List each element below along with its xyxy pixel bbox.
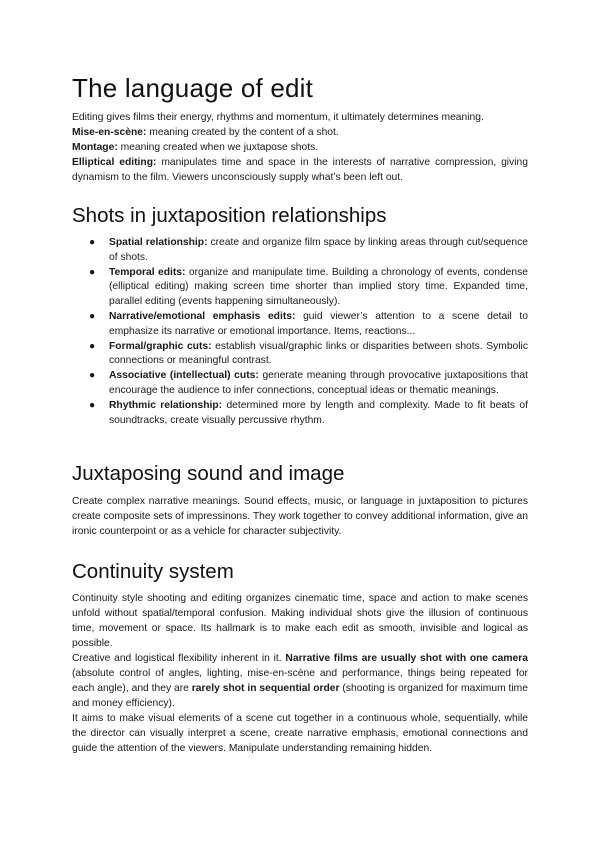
sound-heading: Juxtaposing sound and image — [72, 462, 345, 485]
item-text: create and organize film space by linking areas through cut/sequence of shots. — [109, 237, 528, 263]
intro-line: Editing gives films their energy, rhythms and momentum, it ultimately determines meaning. — [72, 112, 484, 123]
continuity-paragraph-1: Continuity style shooting and editing organizes cinematic time, space and action to make scenes unfold without spatial/temporal confusion. Making individual shots give the illusion of continuous time, movement or space. Its hallmark is to make each edit as smooth, invisible and logical as possible. — [72, 593, 528, 649]
bullet-icon: ● — [89, 266, 96, 278]
item-text: determined more by length and complexity. Made to fit beats of soundtracks, create visually percussive rhythm. — [109, 399, 529, 426]
juxtaposition-list — [72, 236, 528, 428]
p2-bold-one-camera: Narrative films are usually shot with one camera — [285, 653, 528, 664]
list-item — [72, 310, 528, 340]
p2-text-c: (absolute control of angles, lighting, mise-en-scène and performance, things being repeated for each angle), and they are — [72, 668, 528, 694]
continuity-heading: Continuity system — [72, 560, 234, 583]
list-item — [72, 266, 528, 310]
montage-definition — [72, 140, 528, 155]
bullet-icon: ● — [89, 310, 96, 322]
list-item — [72, 236, 528, 266]
item-text: guid viewer’s attention to a scene detail to emphasize its narrative or emotional importance. Items, reactions... — [109, 310, 528, 337]
list-item — [72, 369, 528, 399]
intro-section — [72, 110, 528, 185]
item-text: establish visual/graphic links or disparities between shots. Symbolic connections or meaningful contrast. — [109, 340, 528, 367]
elliptical-term: Elliptical editing: — [72, 157, 157, 168]
continuity-paragraph-2 — [72, 651, 528, 711]
elliptical-text: manipulates time and space in the interests of narrative compression, giving dynamism to the film. Viewers unconsciously supply what’s been left out. — [72, 157, 528, 183]
bullet-icon: ● — [89, 399, 96, 411]
p2-text-e: (shooting is organized for maximum time and money efficiency). — [72, 683, 528, 709]
mise-term: Mise-en-scène: — [72, 127, 147, 138]
item-term: Narrative/emotional emphasis edits: — [109, 310, 296, 322]
continuity-section — [72, 591, 528, 756]
mise-text: meaning created by the content of a shot. — [146, 127, 339, 138]
montage-text: meaning created when we juxtapose shots. — [117, 142, 319, 153]
list-item — [72, 399, 528, 429]
item-term: Rhythmic relationship: — [109, 399, 223, 411]
list-item — [72, 340, 528, 370]
p2-text-a: Creative and logistical flexibility inherent in it. — [72, 653, 286, 664]
mise-definition — [72, 125, 528, 140]
item-term: Associative (intellectual) cuts: — [109, 370, 259, 382]
p2-bold-sequential: rarely shot in sequential order — [191, 683, 340, 694]
continuity-paragraph-3: It aims to make visual elements of a scene cut together in a continuous whole, sequentially, while the director can visually interpret a scene, create narrative emphasis, emotional connections and guide the attention of the viewers. Manipulate understanding remaining hidden. — [72, 713, 528, 754]
item-text: generate meaning through provocative juxtapositions that encourage the audience to infer connections, conceptual ideas or thematic meanings. — [109, 370, 528, 396]
sound-paragraph: Create complex narrative meanings. Sound effects, music, or language in juxtaposition to pictures create composite sets of impressinons. They work together to convey additional information, give an ironic counterpoint or as a vehicle for character subjectivity. — [72, 496, 528, 537]
elliptical-definition — [72, 155, 528, 185]
bullet-icon: ● — [89, 340, 96, 352]
item-term: Formal/graphic cuts: — [109, 340, 212, 352]
page-title: The language of edit — [72, 73, 314, 103]
item-term: Spatial relationship: — [109, 237, 208, 248]
bullet-icon: ● — [89, 370, 96, 382]
juxtaposition-heading: Shots in juxtaposition relationships — [72, 204, 387, 227]
item-term: Temporal edits: — [109, 266, 186, 278]
bullet-icon: ● — [89, 237, 96, 248]
montage-term: Montage: — [72, 142, 118, 153]
item-text: organize and manipulate time. Building a chronology of events, condense (elliptical editing) making screen time shorter than implied story time. Expanded time, parallel editing (events happening simultaneously). — [109, 266, 529, 308]
